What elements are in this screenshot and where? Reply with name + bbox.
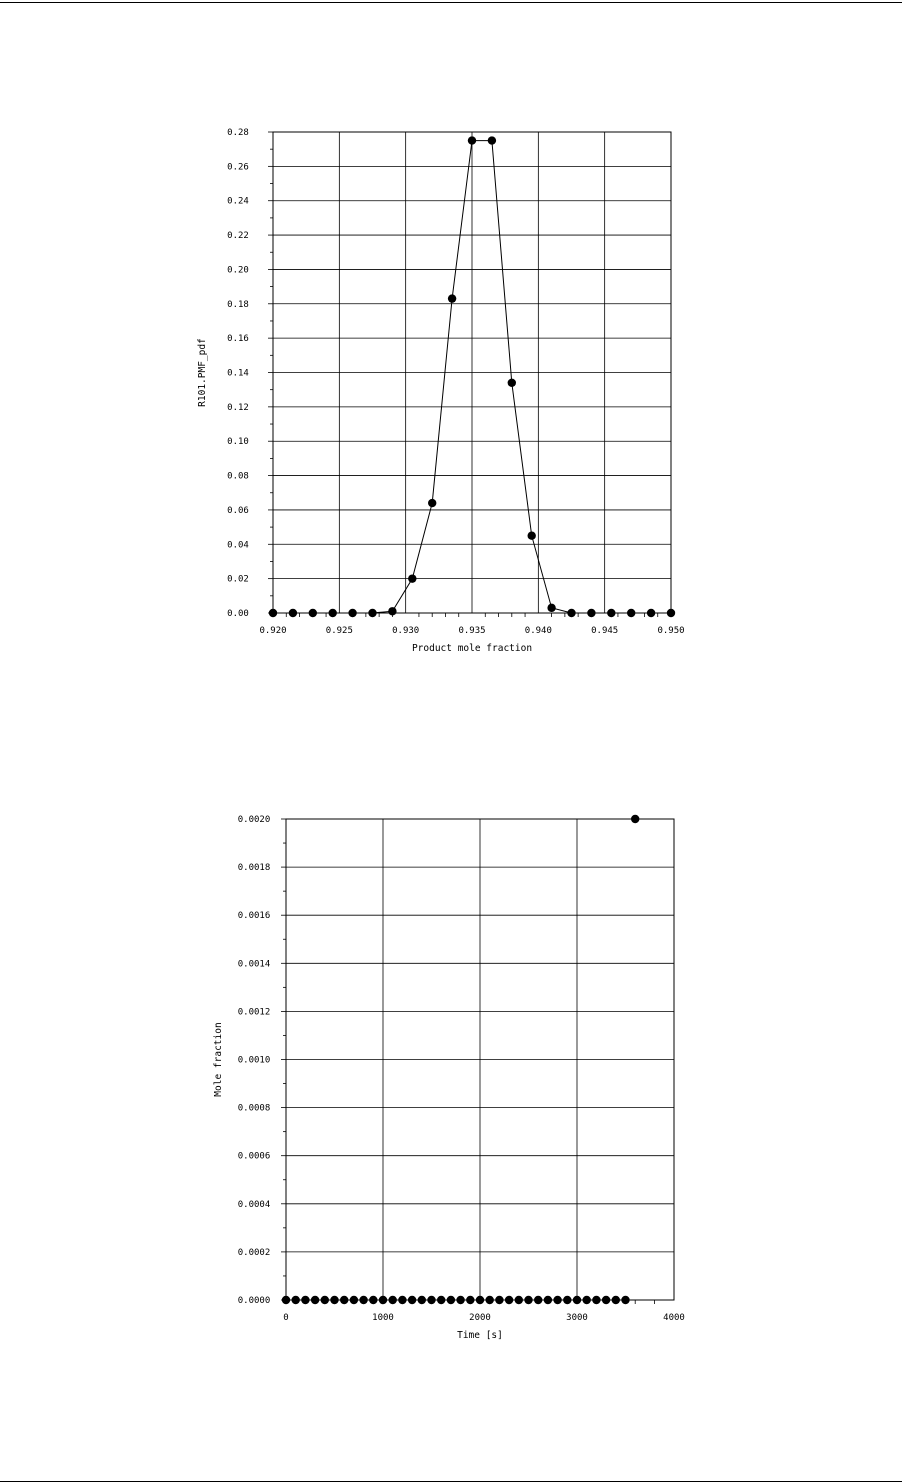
data-point (418, 1296, 426, 1304)
y-tick-label: 0.20 (227, 265, 249, 276)
y-tick-label: 0.0000 (237, 1296, 271, 1306)
y-tick-label: 0.02 (227, 574, 249, 585)
data-point (447, 1296, 455, 1304)
y-tick-label: 0.0006 (237, 1151, 271, 1162)
y-tick-label: 0.06 (227, 505, 249, 516)
data-point (282, 1296, 290, 1304)
x-tick-label: 0.935 (458, 626, 486, 636)
y-tick-label: 0.22 (227, 231, 249, 242)
data-point (466, 1296, 474, 1304)
x-tick-label: 1000 (372, 1313, 394, 1323)
y-axis-title: Mole fraction (213, 1022, 224, 1097)
data-point (379, 1296, 387, 1304)
y-tick-label: 0.0018 (237, 863, 271, 874)
x-tick-label: 4000 (663, 1313, 685, 1323)
x-tick-label: 0.945 (591, 626, 619, 636)
x-tick-label: 0.940 (524, 626, 552, 636)
data-point (437, 1296, 445, 1304)
x-tick-label: 0.925 (325, 626, 353, 636)
y-tick-label: 0.0014 (237, 959, 271, 970)
data-point (515, 1296, 523, 1304)
y-tick-label: 0.08 (227, 471, 249, 482)
data-point (398, 1296, 406, 1304)
data-point (602, 1296, 610, 1304)
y-tick-label: 0.10 (227, 437, 249, 448)
data-point (563, 1296, 571, 1304)
x-tick-label: 3000 (566, 1313, 588, 1323)
x-axis-title: Product mole fraction (411, 643, 533, 654)
y-tick-label: 0.04 (227, 540, 249, 551)
data-point (505, 1296, 513, 1304)
y-tick-label: 0.0004 (237, 1199, 271, 1210)
data-point (486, 1296, 494, 1304)
data-point (583, 1296, 591, 1304)
y-tick-label: 0.12 (227, 402, 249, 413)
data-point (621, 1296, 629, 1304)
data-point (301, 1296, 309, 1304)
x-tick-label: 0.950 (657, 626, 685, 636)
y-tick-label: 0.0002 (237, 1247, 271, 1258)
y-tick-label: 0.0016 (237, 911, 271, 922)
data-point (427, 1296, 435, 1304)
data-point (476, 1296, 484, 1304)
x-axis-title: Time [s] (457, 1330, 503, 1341)
data-point (544, 1296, 552, 1304)
data-point (340, 1296, 348, 1304)
data-point (330, 1296, 338, 1304)
y-tick-label: 0.28 (227, 128, 249, 138)
data-point (495, 1296, 503, 1304)
data-point (631, 815, 639, 823)
y-tick-label: 0.0012 (237, 1007, 271, 1018)
x-tick-label: 0 (283, 1313, 289, 1323)
data-point (292, 1296, 300, 1304)
y-tick-label: 0.16 (227, 334, 249, 345)
data-point (369, 1296, 377, 1304)
y-tick-label: 0.26 (227, 162, 249, 173)
data-point (553, 1296, 561, 1304)
data-point (359, 1296, 367, 1304)
data-point (350, 1296, 358, 1304)
y-axis-title: R101.PMF_pdf (197, 338, 208, 407)
x-tick-label: 2000 (469, 1313, 491, 1323)
data-point (524, 1296, 532, 1304)
y-tick-label: 0.0008 (237, 1103, 271, 1114)
x-tick-label: 0.920 (259, 626, 287, 636)
data-point (311, 1296, 319, 1304)
y-tick-label: 0.00 (227, 609, 249, 619)
data-point (321, 1296, 329, 1304)
y-tick-label: 0.0010 (237, 1055, 271, 1066)
y-tick-label: 0.14 (227, 368, 249, 379)
data-point (612, 1296, 620, 1304)
y-tick-label: 0.0020 (237, 815, 271, 825)
data-point (592, 1296, 600, 1304)
y-tick-label: 0.18 (227, 299, 249, 310)
data-point (408, 1296, 416, 1304)
data-point (573, 1296, 581, 1304)
data-point (456, 1296, 464, 1304)
data-point (534, 1296, 542, 1304)
y-tick-label: 0.24 (227, 196, 249, 207)
data-point (389, 1296, 397, 1304)
x-tick-label: 0.930 (392, 626, 420, 636)
